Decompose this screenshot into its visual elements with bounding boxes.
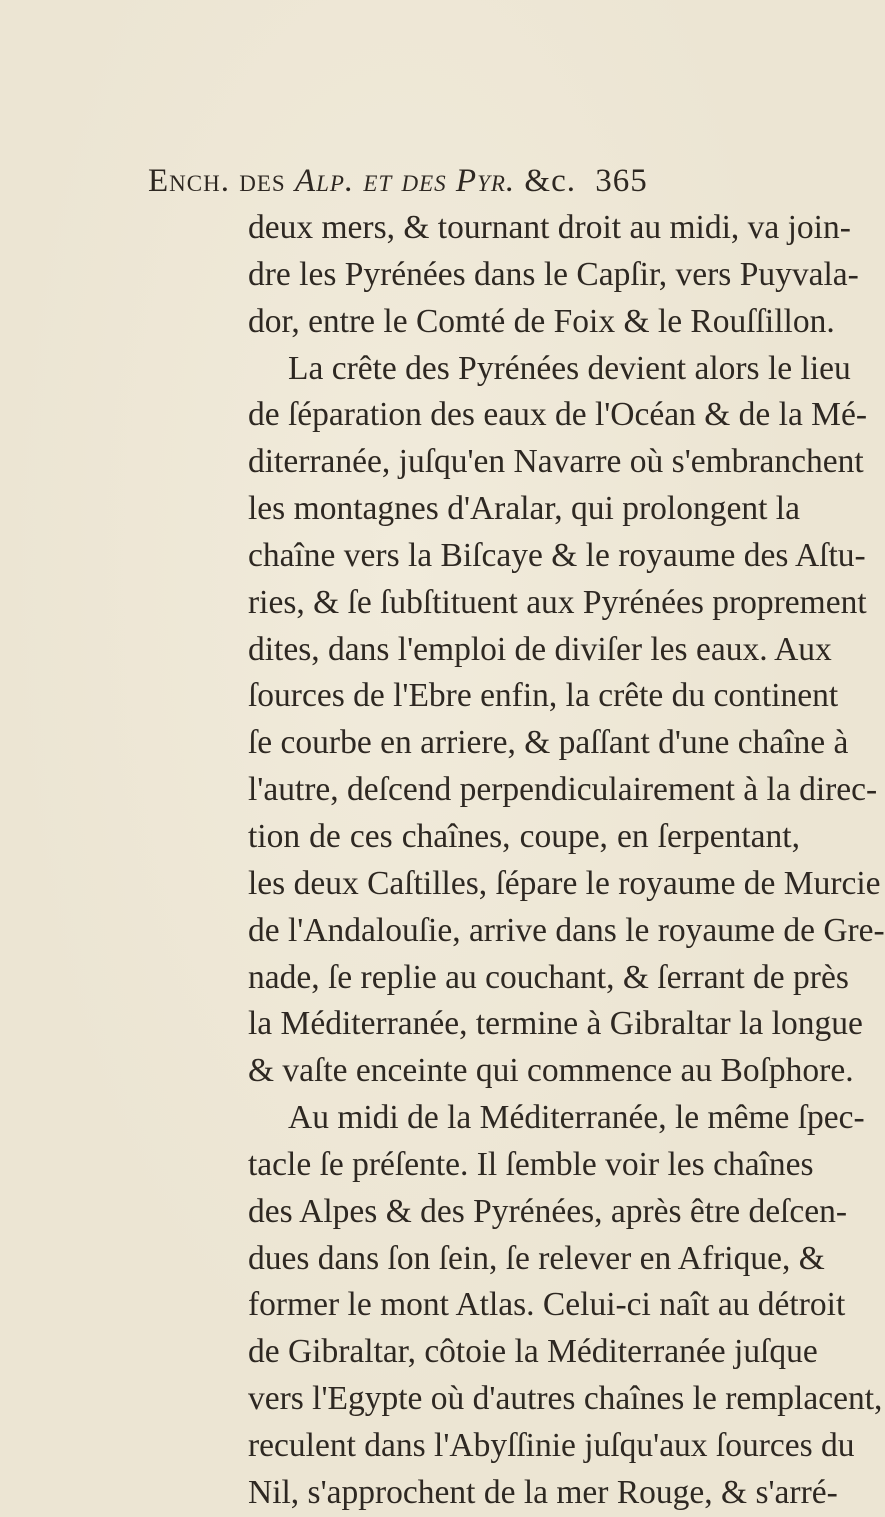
text-line: deux mers, & tournant droit au midi, va join- bbox=[248, 209, 851, 246]
running-head-title: Alp. et des Pyr. bbox=[294, 163, 516, 199]
text-line: reculent dans l'Abyſſinie juſqu'aux ſources du bbox=[248, 1426, 855, 1464]
text-line: vers l'Egypte où d'autres chaînes le remplacent, bbox=[248, 1380, 883, 1418]
text-line: nade, ſe replie au couchant, & ſerrant de près bbox=[248, 958, 849, 996]
text-line: chaîne vers la Biſcaye & le royaume des Aſtu- bbox=[248, 536, 866, 574]
running-head-abbrev: Encн. des bbox=[148, 163, 286, 199]
text-line: ſe courbe en arriere, & paſſant d'une chaîne à bbox=[248, 724, 849, 762]
text-line: diterranée, juſqu'en Navarre où s'embranchent bbox=[248, 443, 864, 481]
text-line: de ſéparation des eaux de l'Océan & de la Mé- bbox=[248, 396, 867, 434]
text-line: la Méditerranée, termine à Gibraltar la longue bbox=[248, 1005, 863, 1043]
text-line: dor, entre le Comté de Foix & le Rouſſillon. bbox=[248, 302, 835, 340]
text-line: & vaſte enceinte qui commence au Boſphore. bbox=[248, 1052, 854, 1090]
text-line: de Gibraltar, côtoie la Méditerranée juſque bbox=[248, 1333, 818, 1371]
body-text bbox=[248, 205, 885, 1517]
running-head bbox=[148, 163, 788, 200]
text-line: dites, dans l'emploi de diviſer les eaux. Aux bbox=[248, 630, 832, 668]
text-line: dues dans ſon ſein, ſe relever en Afrique, & bbox=[248, 1239, 825, 1277]
text-line: des Alpes & des Pyrénées, après être deſcen- bbox=[248, 1192, 848, 1230]
text-line: les deux Caſtilles, ſépare le royaume de Murcie bbox=[248, 864, 881, 902]
paragraph-start: Au midi de la Méditerranée, le même ſpec- bbox=[288, 1099, 865, 1137]
text-line: ſources de l'Ebre enfin, la crête du continent bbox=[248, 677, 839, 715]
text-line: de l'Andalouſie, arrive dans le royaume de Gre- bbox=[248, 911, 885, 949]
running-head-etc: &c. bbox=[524, 163, 576, 199]
text-line: les montagnes d'Aralar, qui prolongent la bbox=[248, 490, 800, 528]
text-line: Nil, s'approchent de la mer Rouge, & s'arré- bbox=[248, 1473, 838, 1511]
text-line: tion de ces chaînes, coupe, en ſerpentant, bbox=[248, 817, 800, 855]
text-line: tacle ſe préſente. Il ſemble voir les chaînes bbox=[248, 1145, 814, 1183]
text-line: ries, & ſe ſubſtituent aux Pyrénées proprement bbox=[248, 583, 867, 621]
page-number: 365 bbox=[595, 163, 648, 199]
text-line: l'autre, deſcend perpendiculairement à la direc- bbox=[248, 771, 878, 809]
text-line: dre les Pyrénées dans le Capſir, vers Puyvala- bbox=[248, 255, 859, 293]
text-line: former le mont Atlas. Celui-ci naît au détroit bbox=[248, 1286, 846, 1324]
paragraph-start: La crête des Pyrénées devient alors le lieu bbox=[288, 349, 851, 387]
